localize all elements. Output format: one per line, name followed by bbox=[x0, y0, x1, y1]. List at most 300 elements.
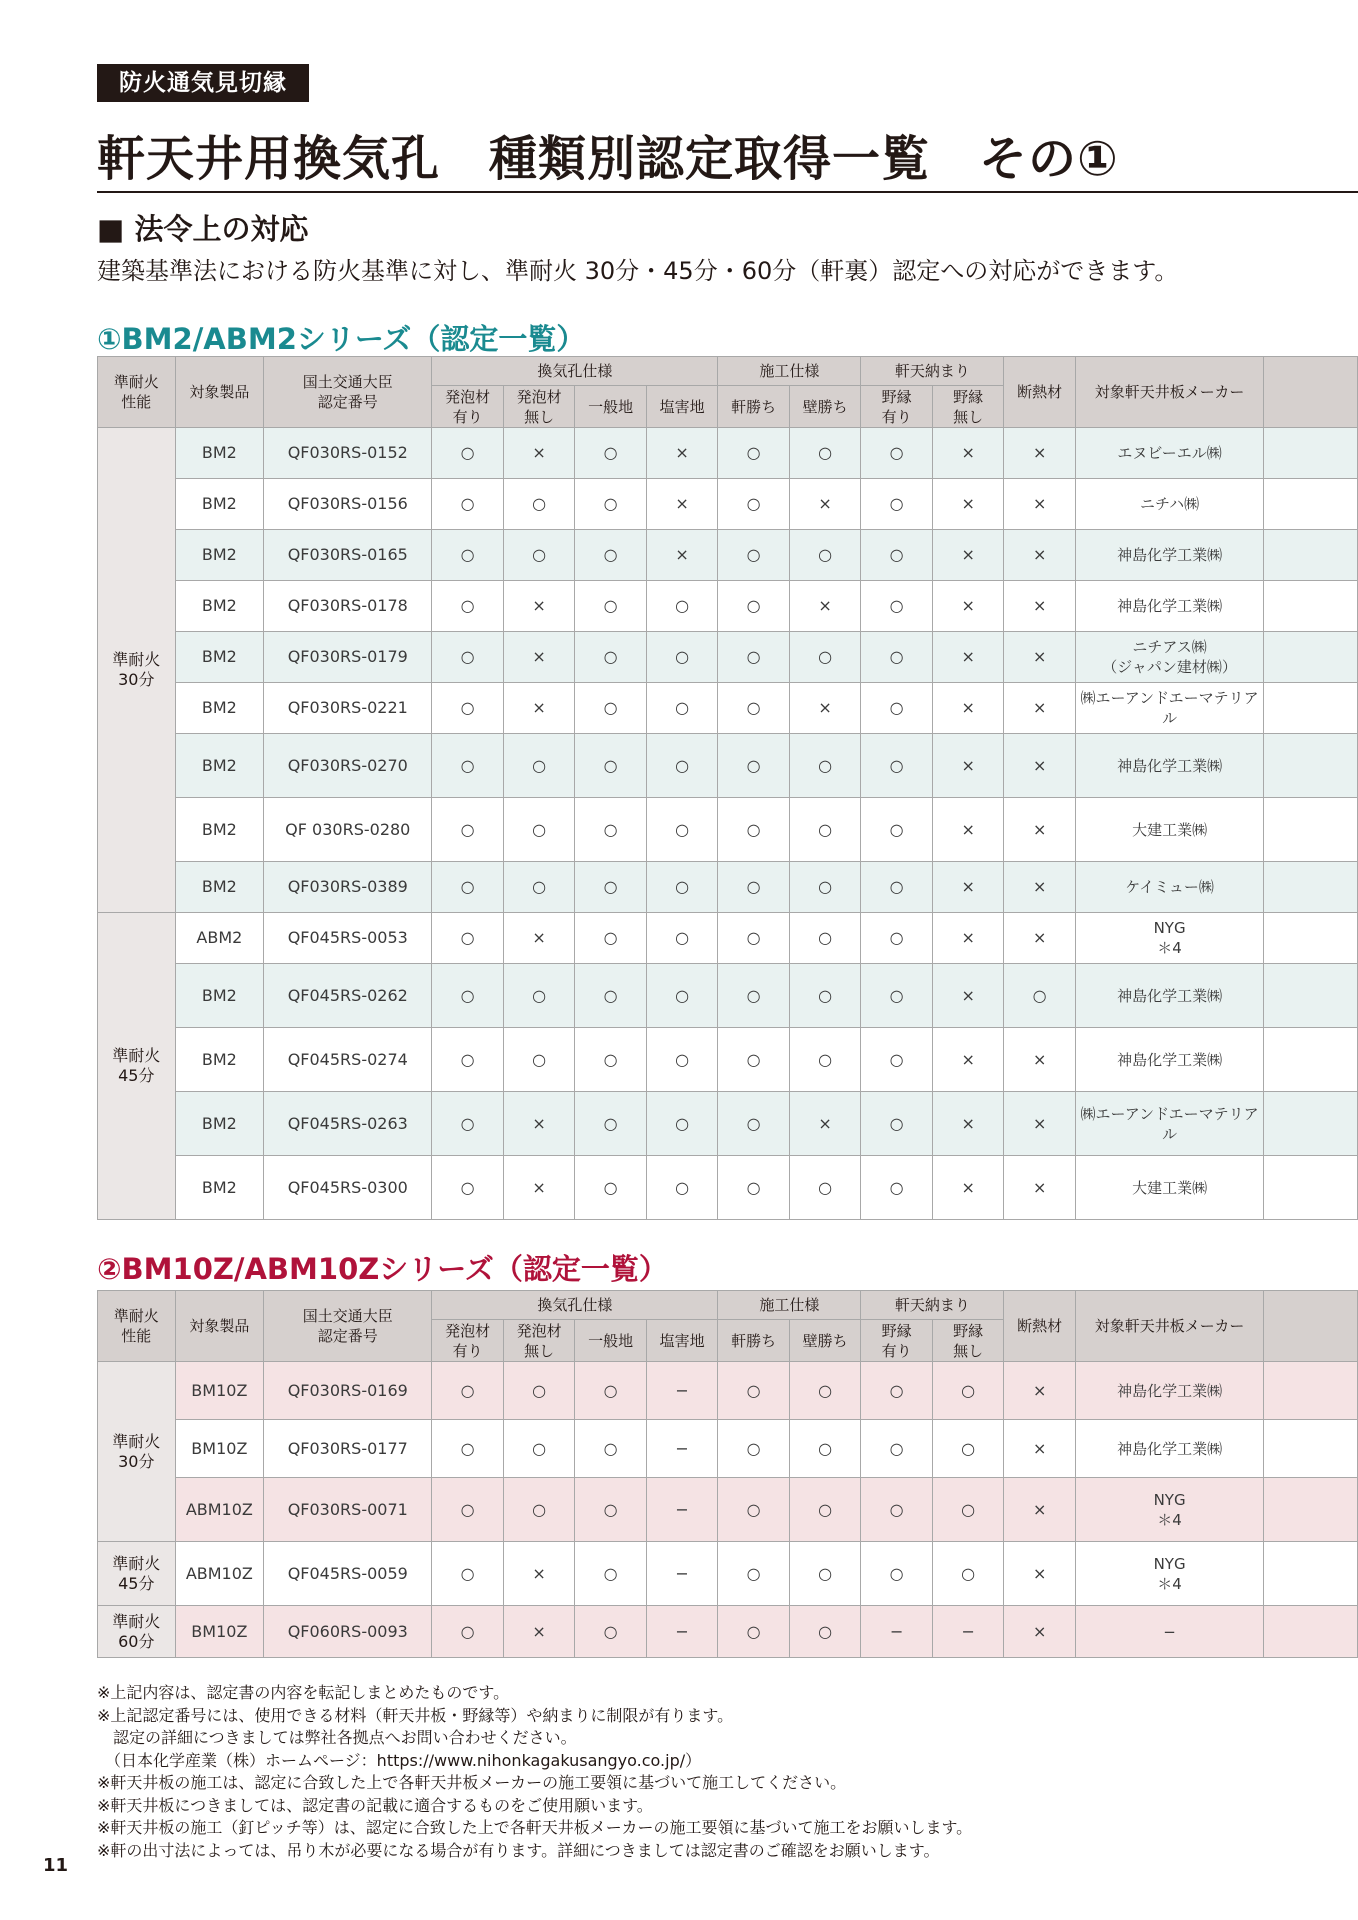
legal-heading: ■ 法令上の対応 bbox=[97, 212, 309, 246]
footnote: （日本化学産業（株）ホームページ：https://www.nihonkagakusangyo.co.jp/） bbox=[97, 1750, 702, 1770]
insulation-cell: × bbox=[1004, 1362, 1076, 1420]
furring-no-cell: × bbox=[932, 913, 1004, 964]
foam-yes-cell: ○ bbox=[432, 1606, 504, 1658]
header-insulation: 断熱材 bbox=[1004, 1291, 1076, 1362]
furring-yes-cell: ○ bbox=[861, 1028, 933, 1092]
section2-title: ②BM10Z/ABM10Zシリーズ（認定一覧） bbox=[97, 1252, 668, 1286]
blank-cell bbox=[1264, 913, 1358, 964]
salt-cell: − bbox=[646, 1478, 718, 1542]
maker-cell: ニチハ㈱ bbox=[1075, 479, 1263, 530]
blank-cell bbox=[1264, 632, 1358, 683]
blank-cell bbox=[1264, 1478, 1358, 1542]
eave-first-cell: ○ bbox=[718, 964, 790, 1028]
general-cell: ○ bbox=[575, 581, 647, 632]
general-cell: ○ bbox=[575, 530, 647, 581]
header-general: 一般地 bbox=[575, 386, 647, 428]
foam-yes-cell: ○ bbox=[432, 1156, 504, 1220]
furring-yes-cell: ○ bbox=[861, 862, 933, 913]
blank-cell bbox=[1264, 964, 1358, 1028]
header-eave-first: 軒勝ち bbox=[718, 386, 790, 428]
salt-cell: − bbox=[646, 1420, 718, 1478]
title-underline bbox=[97, 191, 1358, 193]
foam-yes-cell: ○ bbox=[432, 581, 504, 632]
eave-first-cell: ○ bbox=[718, 862, 790, 913]
blank-cell bbox=[1264, 479, 1358, 530]
header-performance: 準耐火 性能 bbox=[98, 1291, 176, 1362]
product-cell: BM2 bbox=[175, 1156, 264, 1220]
eave-first-cell: ○ bbox=[718, 1156, 790, 1220]
table-row bbox=[98, 862, 1358, 913]
table-row bbox=[98, 683, 1358, 734]
cert-number-cell: QF030RS-0152 bbox=[264, 428, 432, 479]
salt-cell: ○ bbox=[646, 1092, 718, 1156]
insulation-cell: × bbox=[1004, 632, 1076, 683]
wall-first-cell: × bbox=[789, 1092, 861, 1156]
product-cell: BM10Z bbox=[175, 1362, 264, 1420]
general-cell: ○ bbox=[575, 1362, 647, 1420]
product-cell: BM2 bbox=[175, 581, 264, 632]
footnote: ※軒の出寸法によっては、吊り木が必要になる場合が有ります。詳細につきましては認定書のご確認をお願いします。 bbox=[97, 1840, 940, 1860]
header-cert-no: 国土交通大臣 認定番号 bbox=[264, 357, 432, 428]
salt-cell: × bbox=[646, 530, 718, 581]
furring-no-cell: × bbox=[932, 1156, 1004, 1220]
eave-first-cell: ○ bbox=[718, 1362, 790, 1420]
insulation-cell: ○ bbox=[1004, 964, 1076, 1028]
foam-yes-cell: ○ bbox=[432, 1478, 504, 1542]
general-cell: ○ bbox=[575, 734, 647, 798]
table-row bbox=[98, 913, 1358, 964]
table-row bbox=[98, 734, 1358, 798]
furring-no-cell: ○ bbox=[932, 1478, 1004, 1542]
product-cell: BM2 bbox=[175, 479, 264, 530]
table-row bbox=[98, 798, 1358, 862]
insulation-cell: × bbox=[1004, 734, 1076, 798]
furring-no-cell: ○ bbox=[932, 1362, 1004, 1420]
salt-cell: − bbox=[646, 1606, 718, 1658]
product-cell: BM2 bbox=[175, 530, 264, 581]
foam-no-cell: × bbox=[503, 1156, 575, 1220]
foam-yes-cell: ○ bbox=[432, 734, 504, 798]
maker-cell: NYG ＊4 bbox=[1075, 1542, 1263, 1606]
header-maker: 対象軒天井板メーカー bbox=[1075, 357, 1263, 428]
cert-number-cell: QF 030RS-0280 bbox=[264, 798, 432, 862]
maker-cell: 神島化学工業㈱ bbox=[1075, 1420, 1263, 1478]
furring-no-cell: × bbox=[932, 1028, 1004, 1092]
furring-yes-cell: ○ bbox=[861, 479, 933, 530]
furring-yes-cell: ○ bbox=[861, 683, 933, 734]
maker-cell: エヌビーエル㈱ bbox=[1075, 428, 1263, 479]
general-cell: ○ bbox=[575, 1092, 647, 1156]
bm10z-certification-table bbox=[97, 1290, 1358, 1658]
wall-first-cell: ○ bbox=[789, 1420, 861, 1478]
wall-first-cell: ○ bbox=[789, 1156, 861, 1220]
wall-first-cell: × bbox=[789, 581, 861, 632]
table-row bbox=[98, 581, 1358, 632]
furring-no-cell: ○ bbox=[932, 1420, 1004, 1478]
furring-yes-cell: ○ bbox=[861, 734, 933, 798]
furring-no-cell: × bbox=[932, 683, 1004, 734]
eave-first-cell: ○ bbox=[718, 632, 790, 683]
blank-cell bbox=[1264, 530, 1358, 581]
blank-cell bbox=[1264, 1420, 1358, 1478]
salt-cell: − bbox=[646, 1362, 718, 1420]
general-cell: ○ bbox=[575, 428, 647, 479]
maker-cell: 神島化学工業㈱ bbox=[1075, 1028, 1263, 1092]
foam-no-cell: × bbox=[503, 632, 575, 683]
salt-cell: ○ bbox=[646, 913, 718, 964]
cert-number-cell: QF045RS-0053 bbox=[264, 913, 432, 964]
insulation-cell: × bbox=[1004, 1156, 1076, 1220]
footnote: ※軒天井板の施工は、認定に合致した上で各軒天井板メーカーの施工要領に基づいて施工してください。 bbox=[97, 1773, 847, 1792]
blank-cell bbox=[1264, 1156, 1358, 1220]
general-cell: ○ bbox=[575, 964, 647, 1028]
foam-yes-cell: ○ bbox=[432, 862, 504, 913]
insulation-cell: × bbox=[1004, 1028, 1076, 1092]
maker-cell: 大建工業㈱ bbox=[1075, 798, 1263, 862]
furring-no-cell: × bbox=[932, 479, 1004, 530]
cert-number-cell: QF030RS-0165 bbox=[264, 530, 432, 581]
furring-yes-cell: ○ bbox=[861, 632, 933, 683]
table-row bbox=[98, 632, 1358, 683]
foam-yes-cell: ○ bbox=[432, 1542, 504, 1606]
maker-cell: ケイミュー㈱ bbox=[1075, 862, 1263, 913]
product-cell: BM2 bbox=[175, 862, 264, 913]
insulation-cell: × bbox=[1004, 479, 1076, 530]
product-cell: BM10Z bbox=[175, 1606, 264, 1658]
furring-yes-cell: ○ bbox=[861, 1362, 933, 1420]
wall-first-cell: ○ bbox=[789, 734, 861, 798]
performance-group-label: 準耐火 45分 bbox=[98, 913, 176, 1220]
maker-cell: 神島化学工業㈱ bbox=[1075, 964, 1263, 1028]
furring-yes-cell: ○ bbox=[861, 964, 933, 1028]
eave-first-cell: ○ bbox=[718, 1606, 790, 1658]
page-number: 11 bbox=[43, 1855, 69, 1876]
wall-first-cell: ○ bbox=[789, 530, 861, 581]
table-row bbox=[98, 1478, 1358, 1542]
maker-cell: ㈱エーアンドエーマテリアル bbox=[1075, 1092, 1263, 1156]
product-cell: BM2 bbox=[175, 1028, 264, 1092]
footnote: ※軒天井板につきましては、認定書の記載に適合するものをご使用願います。 bbox=[97, 1795, 653, 1815]
general-cell: ○ bbox=[575, 1542, 647, 1606]
header-foam-no: 発泡材 無し bbox=[503, 386, 575, 428]
header-salt: 塩害地 bbox=[646, 1320, 718, 1362]
bm2-certification-table bbox=[97, 356, 1358, 1220]
header-vent-group: 換気孔仕様 bbox=[432, 1291, 718, 1320]
maker-cell: 神島化学工業㈱ bbox=[1075, 581, 1263, 632]
maker-cell: NYG ＊4 bbox=[1075, 913, 1263, 964]
foam-no-cell: ○ bbox=[503, 1028, 575, 1092]
wall-first-cell: × bbox=[789, 683, 861, 734]
blank-cell bbox=[1264, 428, 1358, 479]
cert-number-cell: QF030RS-0156 bbox=[264, 479, 432, 530]
cert-number-cell: QF030RS-0270 bbox=[264, 734, 432, 798]
furring-no-cell: × bbox=[932, 862, 1004, 913]
header-maker: 対象軒天井板メーカー bbox=[1075, 1291, 1263, 1362]
product-cell: BM2 bbox=[175, 964, 264, 1028]
salt-cell: ○ bbox=[646, 734, 718, 798]
footnotes bbox=[97, 1682, 972, 1862]
blank-cell bbox=[1264, 1092, 1358, 1156]
maker-cell: 神島化学工業㈱ bbox=[1075, 530, 1263, 581]
furring-yes-cell: ○ bbox=[861, 1156, 933, 1220]
footnote: ※軒天井板の施工（釘ピッチ等）は、認定に合致した上で各軒天井板メーカーの施工要領に基づいて施工をお願いします。 bbox=[97, 1818, 973, 1837]
eave-first-cell: ○ bbox=[718, 1542, 790, 1606]
performance-group-label: 準耐火 45分 bbox=[98, 1542, 176, 1606]
furring-no-cell: ○ bbox=[932, 1542, 1004, 1606]
cert-number-cell: QF030RS-0169 bbox=[264, 1362, 432, 1420]
furring-yes-cell: ○ bbox=[861, 1478, 933, 1542]
furring-no-cell: × bbox=[932, 581, 1004, 632]
furring-no-cell: × bbox=[932, 1092, 1004, 1156]
insulation-cell: × bbox=[1004, 1420, 1076, 1478]
header-blank bbox=[1264, 357, 1358, 428]
blank-cell bbox=[1264, 1542, 1358, 1606]
cert-number-cell: QF030RS-0389 bbox=[264, 862, 432, 913]
eave-first-cell: ○ bbox=[718, 798, 790, 862]
foam-no-cell: × bbox=[503, 1606, 575, 1658]
product-cell: BM2 bbox=[175, 428, 264, 479]
salt-cell: ○ bbox=[646, 798, 718, 862]
table-row bbox=[98, 1420, 1358, 1478]
furring-yes-cell: ○ bbox=[861, 428, 933, 479]
general-cell: ○ bbox=[575, 632, 647, 683]
insulation-cell: × bbox=[1004, 913, 1076, 964]
foam-no-cell: ○ bbox=[503, 1362, 575, 1420]
wall-first-cell: × bbox=[789, 479, 861, 530]
header-salt: 塩害地 bbox=[646, 386, 718, 428]
blank-cell bbox=[1264, 862, 1358, 913]
furring-yes-cell: ○ bbox=[861, 913, 933, 964]
footnote: 認定の詳細につきましては弊社各拠点へお問い合わせください。 bbox=[97, 1728, 577, 1747]
furring-yes-cell: − bbox=[861, 1606, 933, 1658]
insulation-cell: × bbox=[1004, 1606, 1076, 1658]
eave-first-cell: ○ bbox=[718, 1092, 790, 1156]
foam-no-cell: × bbox=[503, 913, 575, 964]
foam-no-cell: × bbox=[503, 1542, 575, 1606]
cert-number-cell: QF045RS-0263 bbox=[264, 1092, 432, 1156]
maker-cell: 神島化学工業㈱ bbox=[1075, 1362, 1263, 1420]
cert-number-cell: QF030RS-0178 bbox=[264, 581, 432, 632]
product-cell: BM2 bbox=[175, 798, 264, 862]
foam-yes-cell: ○ bbox=[432, 632, 504, 683]
furring-yes-cell: ○ bbox=[861, 1542, 933, 1606]
eave-first-cell: ○ bbox=[718, 913, 790, 964]
maker-cell: − bbox=[1075, 1606, 1263, 1658]
header-eave-first: 軒勝ち bbox=[718, 1320, 790, 1362]
wall-first-cell: ○ bbox=[789, 1542, 861, 1606]
header-cert-no: 国土交通大臣 認定番号 bbox=[264, 1291, 432, 1362]
eave-first-cell: ○ bbox=[718, 479, 790, 530]
salt-cell: ○ bbox=[646, 632, 718, 683]
header-construction-group: 施工仕様 bbox=[718, 357, 861, 386]
salt-cell: − bbox=[646, 1542, 718, 1606]
furring-yes-cell: ○ bbox=[861, 581, 933, 632]
foam-no-cell: ○ bbox=[503, 734, 575, 798]
foam-no-cell: ○ bbox=[503, 964, 575, 1028]
foam-yes-cell: ○ bbox=[432, 683, 504, 734]
table-row bbox=[98, 1156, 1358, 1220]
maker-cell: ㈱エーアンドエーマテリアル bbox=[1075, 683, 1263, 734]
table-row bbox=[98, 428, 1358, 479]
header-performance: 準耐火 性能 bbox=[98, 357, 176, 428]
insulation-cell: × bbox=[1004, 428, 1076, 479]
header-foam-yes: 発泡材 有り bbox=[432, 386, 504, 428]
blank-cell bbox=[1264, 1028, 1358, 1092]
product-cell: BM2 bbox=[175, 683, 264, 734]
product-cell: ABM2 bbox=[175, 913, 264, 964]
cert-number-cell: QF045RS-0300 bbox=[264, 1156, 432, 1220]
cert-number-cell: QF060RS-0093 bbox=[264, 1606, 432, 1658]
insulation-cell: × bbox=[1004, 683, 1076, 734]
intro-text: 建築基準法における防火基準に対し、準耐火 30分・45分・60分（軒裏）認定への対応ができます。 bbox=[97, 257, 1179, 285]
foam-no-cell: ○ bbox=[503, 530, 575, 581]
salt-cell: ○ bbox=[646, 581, 718, 632]
foam-yes-cell: ○ bbox=[432, 798, 504, 862]
salt-cell: ○ bbox=[646, 1156, 718, 1220]
product-cell: BM2 bbox=[175, 632, 264, 683]
foam-yes-cell: ○ bbox=[432, 479, 504, 530]
general-cell: ○ bbox=[575, 1028, 647, 1092]
foam-no-cell: ○ bbox=[503, 798, 575, 862]
eave-first-cell: ○ bbox=[718, 734, 790, 798]
cert-number-cell: QF045RS-0059 bbox=[264, 1542, 432, 1606]
blank-cell bbox=[1264, 1606, 1358, 1658]
wall-first-cell: ○ bbox=[789, 632, 861, 683]
wall-first-cell: ○ bbox=[789, 1478, 861, 1542]
foam-no-cell: × bbox=[503, 428, 575, 479]
header-blank bbox=[1264, 1291, 1358, 1362]
insulation-cell: × bbox=[1004, 798, 1076, 862]
product-cell: BM2 bbox=[175, 734, 264, 798]
eave-first-cell: ○ bbox=[718, 1028, 790, 1092]
header-furring-yes: 野縁 有り bbox=[861, 386, 933, 428]
performance-group-label: 準耐火 30分 bbox=[98, 428, 176, 913]
cert-number-cell: QF030RS-0179 bbox=[264, 632, 432, 683]
cert-number-cell: QF030RS-0221 bbox=[264, 683, 432, 734]
header-construction-group: 施工仕様 bbox=[718, 1291, 861, 1320]
insulation-cell: × bbox=[1004, 1092, 1076, 1156]
wall-first-cell: ○ bbox=[789, 862, 861, 913]
blank-cell bbox=[1264, 1362, 1358, 1420]
wall-first-cell: ○ bbox=[789, 964, 861, 1028]
cert-number-cell: QF045RS-0262 bbox=[264, 964, 432, 1028]
wall-first-cell: ○ bbox=[789, 913, 861, 964]
header-foam-no: 発泡材 無し bbox=[503, 1320, 575, 1362]
general-cell: ○ bbox=[575, 683, 647, 734]
eave-first-cell: ○ bbox=[718, 581, 790, 632]
performance-group-label: 準耐火 60分 bbox=[98, 1606, 176, 1658]
foam-yes-cell: ○ bbox=[432, 964, 504, 1028]
blank-cell bbox=[1264, 581, 1358, 632]
product-cell: ABM10Z bbox=[175, 1542, 264, 1606]
maker-cell: 神島化学工業㈱ bbox=[1075, 734, 1263, 798]
insulation-cell: × bbox=[1004, 1478, 1076, 1542]
salt-cell: ○ bbox=[646, 1028, 718, 1092]
salt-cell: × bbox=[646, 428, 718, 479]
general-cell: ○ bbox=[575, 1478, 647, 1542]
wall-first-cell: ○ bbox=[789, 1606, 861, 1658]
foam-yes-cell: ○ bbox=[432, 913, 504, 964]
general-cell: ○ bbox=[575, 1156, 647, 1220]
furring-yes-cell: ○ bbox=[861, 530, 933, 581]
salt-cell: ○ bbox=[646, 964, 718, 1028]
general-cell: ○ bbox=[575, 1606, 647, 1658]
header-general: 一般地 bbox=[575, 1320, 647, 1362]
cert-number-cell: QF030RS-0071 bbox=[264, 1478, 432, 1542]
furring-no-cell: × bbox=[932, 734, 1004, 798]
blank-cell bbox=[1264, 683, 1358, 734]
general-cell: ○ bbox=[575, 798, 647, 862]
product-cell: BM10Z bbox=[175, 1420, 264, 1478]
wall-first-cell: ○ bbox=[789, 428, 861, 479]
foam-yes-cell: ○ bbox=[432, 1028, 504, 1092]
cert-number-cell: QF030RS-0177 bbox=[264, 1420, 432, 1478]
table-row bbox=[98, 964, 1358, 1028]
header-soffit-group: 軒天納まり bbox=[861, 357, 1004, 386]
header-soffit-group: 軒天納まり bbox=[861, 1291, 1004, 1320]
furring-yes-cell: ○ bbox=[861, 1092, 933, 1156]
insulation-cell: × bbox=[1004, 862, 1076, 913]
wall-first-cell: ○ bbox=[789, 1362, 861, 1420]
header-vent-group: 換気孔仕様 bbox=[432, 357, 718, 386]
furring-no-cell: × bbox=[932, 530, 1004, 581]
header-furring-no: 野縁 無し bbox=[932, 1320, 1004, 1362]
table-row bbox=[98, 1362, 1358, 1420]
foam-no-cell: ○ bbox=[503, 1420, 575, 1478]
foam-yes-cell: ○ bbox=[432, 428, 504, 479]
maker-cell: ニチアス㈱ （ジャパン建材㈱） bbox=[1075, 632, 1263, 683]
blank-cell bbox=[1264, 798, 1358, 862]
furring-yes-cell: ○ bbox=[861, 798, 933, 862]
eave-first-cell: ○ bbox=[718, 428, 790, 479]
table-row bbox=[98, 1092, 1358, 1156]
foam-no-cell: ○ bbox=[503, 479, 575, 530]
table-row bbox=[98, 530, 1358, 581]
foam-no-cell: ○ bbox=[503, 1478, 575, 1542]
general-cell: ○ bbox=[575, 913, 647, 964]
page-title: 軒天井用換気孔 種類別認定取得一覧 その① bbox=[97, 131, 1119, 187]
header-insulation: 断熱材 bbox=[1004, 357, 1076, 428]
furring-yes-cell: ○ bbox=[861, 1420, 933, 1478]
blank-cell bbox=[1264, 734, 1358, 798]
foam-no-cell: ○ bbox=[503, 862, 575, 913]
eave-first-cell: ○ bbox=[718, 1478, 790, 1542]
cert-number-cell: QF045RS-0274 bbox=[264, 1028, 432, 1092]
header-wall-first: 壁勝ち bbox=[789, 1320, 861, 1362]
table-row bbox=[98, 479, 1358, 530]
category-tag: 防火通気見切縁 bbox=[97, 64, 309, 102]
header-product: 対象製品 bbox=[175, 357, 264, 428]
eave-first-cell: ○ bbox=[718, 1420, 790, 1478]
table-row bbox=[98, 1028, 1358, 1092]
insulation-cell: × bbox=[1004, 530, 1076, 581]
header-foam-yes: 発泡材 有り bbox=[432, 1320, 504, 1362]
foam-no-cell: × bbox=[503, 1092, 575, 1156]
general-cell: ○ bbox=[575, 1420, 647, 1478]
footnote: ※上記認定番号には、使用できる材料（軒天井板・野縁等）や納まりに制限が有ります。 bbox=[97, 1705, 734, 1725]
header-product: 対象製品 bbox=[175, 1291, 264, 1362]
general-cell: ○ bbox=[575, 479, 647, 530]
eave-first-cell: ○ bbox=[718, 530, 790, 581]
foam-yes-cell: ○ bbox=[432, 530, 504, 581]
insulation-cell: × bbox=[1004, 581, 1076, 632]
salt-cell: ○ bbox=[646, 862, 718, 913]
header-furring-no: 野縁 無し bbox=[932, 386, 1004, 428]
insulation-cell: × bbox=[1004, 1542, 1076, 1606]
furring-no-cell: × bbox=[932, 964, 1004, 1028]
furring-no-cell: − bbox=[932, 1606, 1004, 1658]
furring-no-cell: × bbox=[932, 798, 1004, 862]
